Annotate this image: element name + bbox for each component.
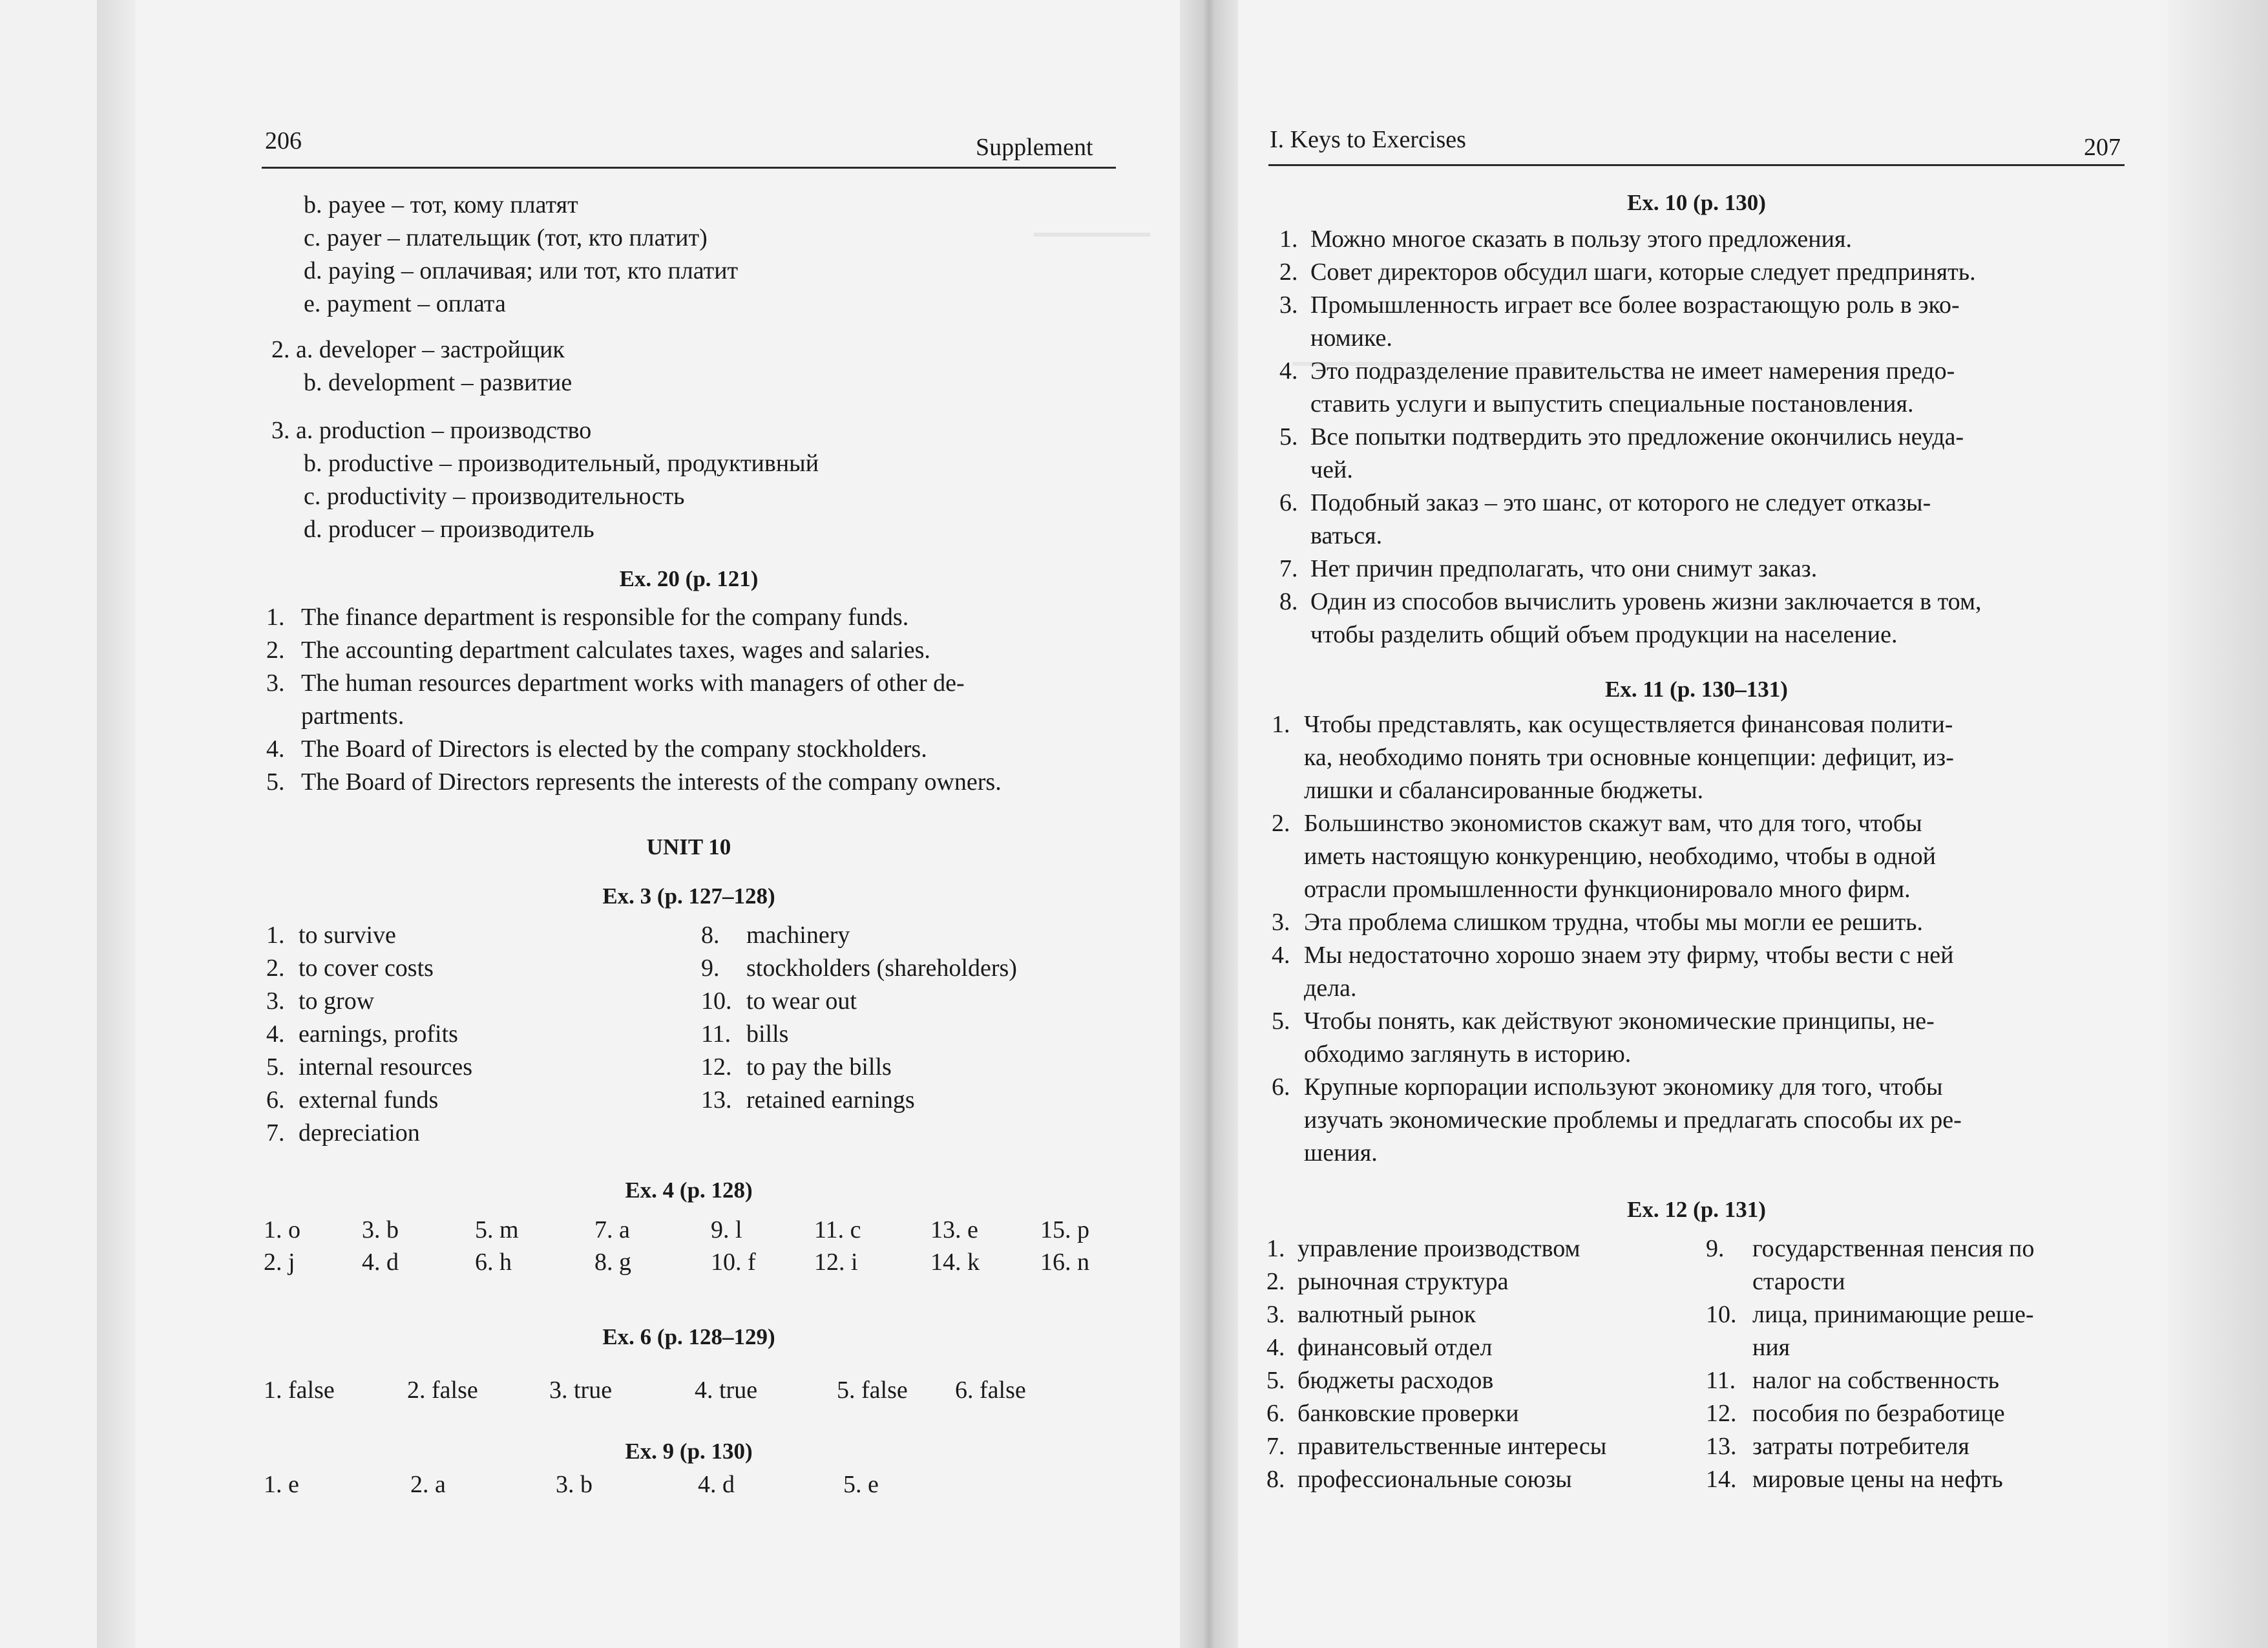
right-header-rule — [1268, 164, 2125, 166]
ex4-answer: 5. m — [475, 1216, 519, 1243]
ex3-item-number: 7. — [266, 1119, 285, 1146]
ex12-item-text: мировые цены на нефть — [1752, 1466, 2003, 1493]
page-edge-right — [2168, 0, 2268, 1648]
ex3-item-number: 6. — [266, 1086, 285, 1114]
ex11-item-text: Чтобы представлять, как осуществляется финансовая полити- — [1304, 711, 1953, 738]
book-gutter — [1180, 0, 1238, 1648]
ex20-item-number: 2. — [266, 637, 285, 664]
ex4-answer: 7. a — [594, 1216, 630, 1243]
ex10-item-text: чей. — [1310, 456, 1353, 483]
ex10-item-number: 3. — [1279, 291, 1298, 319]
ex20-item-text: The finance department is responsible for the company funds. — [301, 604, 909, 631]
ex12-item-text: старости — [1752, 1268, 1845, 1295]
ex10-item-number: 2. — [1279, 259, 1298, 286]
ex9-answer: 3. b — [556, 1471, 593, 1498]
ex11-item-text: лишки и сбалансированные бюджеты. — [1304, 777, 1704, 804]
unit-title: UNIT 10 — [646, 834, 731, 860]
ex10-item-text: Подобный заказ – это шанс, от которого не следует отказы- — [1310, 489, 1931, 516]
left-header-rule — [262, 167, 1116, 169]
ex11-item-number: 2. — [1272, 810, 1290, 837]
ex12-item-text: бюджеты расходов — [1297, 1367, 1494, 1394]
ex12-item-number: 1. — [1266, 1235, 1285, 1262]
ex6-answer: 2. false — [407, 1377, 478, 1404]
ex10-item-number: 5. — [1279, 423, 1298, 450]
line-development: b. development – развитие — [304, 369, 572, 396]
ex3-item-text: to survive — [299, 922, 396, 949]
ex10-item-number: 8. — [1279, 588, 1298, 615]
ex12-item-text: рыночная структура — [1297, 1268, 1509, 1295]
ex10-item-text: ваться. — [1310, 522, 1383, 549]
ex20-item-text: The Board of Directors represents the interests of the company owners. — [301, 768, 1002, 796]
ex12-item-number: 5. — [1266, 1367, 1285, 1394]
ex20-item-text: The Board of Directors is elected by the company stockholders. — [301, 735, 927, 763]
ex11-item-number: 3. — [1272, 909, 1290, 936]
ex3-item-number: 5. — [266, 1053, 285, 1081]
ex3-item-number: 8. — [701, 922, 720, 949]
ex4-answer: 10. f — [711, 1249, 756, 1276]
ex12-item-number: 9. — [1706, 1235, 1725, 1262]
ex11-item-text: Большинство экономистов скажут вам, что для того, чтобы — [1304, 810, 1922, 837]
ex12-item-text: валютный рынок — [1297, 1301, 1476, 1328]
ex12-item-text: финансовый отдел — [1297, 1334, 1493, 1361]
ex4-answer: 6. h — [475, 1249, 512, 1276]
ex12-item-text: правительственные интересы — [1297, 1433, 1607, 1460]
ex4-answer: 13. e — [930, 1216, 978, 1243]
ex6-answer: 5. false — [837, 1377, 908, 1404]
ex3-item-number: 11. — [701, 1020, 731, 1048]
left-running-head: Supplement — [976, 134, 1093, 161]
ex20-item-text: The human resources department works with managers of other de- — [301, 670, 965, 697]
ex3-item-number: 2. — [266, 955, 285, 982]
ex11-heading: Ex. 11 (p. 130–131) — [1605, 677, 1788, 702]
bleed-through-mark — [1034, 233, 1150, 237]
ex9-answer: 1. e — [264, 1471, 299, 1498]
ex3-item-text: stockholders (shareholders) — [746, 955, 1017, 982]
ex4-answer: 3. b — [362, 1216, 399, 1243]
ex4-answer: 9. l — [711, 1216, 742, 1243]
ex10-item-number: 4. — [1279, 357, 1298, 385]
ex11-item-number: 4. — [1272, 942, 1290, 969]
ex12-item-text: пособия по безработице — [1752, 1400, 2005, 1427]
ex12-item-number: 13. — [1706, 1433, 1737, 1460]
ex12-item-text: профессиональные союзы — [1297, 1466, 1572, 1493]
ex12-item-number: 8. — [1266, 1466, 1285, 1493]
ex11-item-text: Чтобы понять, как действуют экономические принципы, не- — [1304, 1008, 1935, 1035]
line-productive: b. productive – производительный, продуктивный — [304, 450, 819, 477]
ex20-item-number: 1. — [266, 604, 285, 631]
ex12-item-number: 6. — [1266, 1400, 1285, 1427]
ex20-heading: Ex. 20 (p. 121) — [619, 566, 759, 591]
ex3-item-number: 3. — [266, 988, 285, 1015]
ex11-item-text: ка, необходимо понять три основные концепции: дефицит, из- — [1304, 744, 1954, 771]
ex11-item-text: дела. — [1304, 975, 1357, 1002]
ex12-item-number: 7. — [1266, 1433, 1285, 1460]
ex10-item-number: 1. — [1279, 226, 1298, 253]
ex6-answer: 3. true — [549, 1377, 613, 1404]
ex20-item-text: partments. — [301, 703, 404, 730]
ex3-item-text: to pay the bills — [746, 1053, 892, 1081]
ex6-answer: 4. true — [695, 1377, 758, 1404]
ex3-item-number: 10. — [701, 988, 732, 1015]
ex12-item-number: 2. — [1266, 1268, 1285, 1295]
ex9-answer: 5. e — [843, 1471, 879, 1498]
ex20-item-number: 4. — [266, 735, 285, 763]
line-paying: d. paying – оплачивая; или тот, кто платит — [304, 257, 739, 284]
ex3-item-text: bills — [746, 1020, 789, 1048]
ex9-answer: 4. d — [698, 1471, 735, 1498]
line-producer: d. producer – производитель — [304, 516, 594, 543]
ex4-answer: 2. j — [264, 1249, 295, 1276]
line-developer: 2. a. developer – застройщик — [271, 336, 565, 363]
ex11-item-text: Мы недостаточно хорошо знаем эту фирму, чтобы вести с ней — [1304, 942, 1954, 969]
ex12-item-text: государственная пенсия по — [1752, 1235, 2035, 1262]
ex10-item-number: 6. — [1279, 489, 1298, 516]
line-payer: c. payer – плательщик (тот, кто платит) — [304, 224, 708, 251]
ex4-answer: 11. c — [814, 1216, 861, 1243]
ex11-item-text: изучать экономические проблемы и предлагать способы их ре- — [1304, 1106, 1962, 1134]
ex11-item-number: 5. — [1272, 1008, 1290, 1035]
ex10-item-text: номике. — [1310, 324, 1392, 352]
ex10-item-text: Это подразделение правительства не имеет намерения предо- — [1310, 357, 1955, 385]
ex4-answer: 14. k — [930, 1249, 980, 1276]
left-page-number: 206 — [265, 127, 302, 154]
ex3-item-number: 12. — [701, 1053, 732, 1081]
ex11-item-text: обходимо заглянуть в историю. — [1304, 1041, 1632, 1068]
ex3-item-number: 1. — [266, 922, 285, 949]
ex12-item-text: лица, принимающие реше- — [1752, 1301, 2034, 1328]
ex4-answer: 15. p — [1040, 1216, 1089, 1243]
ex3-item-text: retained earnings — [746, 1086, 915, 1114]
ex20-item-number: 3. — [266, 670, 285, 697]
ex12-item-text: управление производством — [1297, 1235, 1580, 1262]
ex3-item-number: 13. — [701, 1086, 732, 1114]
ex11-item-number: 6. — [1272, 1073, 1290, 1101]
ex9-heading: Ex. 9 (p. 130) — [625, 1439, 753, 1464]
line-production: 3. a. production – производство — [271, 417, 592, 444]
ex12-item-number: 14. — [1706, 1466, 1737, 1493]
ex11-item-text: шения. — [1304, 1139, 1378, 1167]
ex12-item-text: затраты потребителя — [1752, 1433, 1969, 1460]
ex12-item-text: ния — [1752, 1334, 1790, 1361]
ex3-item-text: external funds — [299, 1086, 439, 1114]
ex10-item-text: Нет причин предполагать, что они снимут заказ. — [1310, 555, 1818, 582]
line-payment: e. payment – оплата — [304, 290, 506, 317]
ex3-item-text: earnings, profits — [299, 1020, 458, 1048]
ex12-item-number: 4. — [1266, 1334, 1285, 1361]
ex12-item-text: налог на собственность — [1752, 1367, 1999, 1394]
ex10-item-text: Все попытки подтвердить это предложение окончились неуда- — [1310, 423, 1964, 450]
ex10-item-text: Один из способов вычислить уровень жизни заключается в том, — [1310, 588, 1982, 615]
ex12-item-number: 3. — [1266, 1301, 1285, 1328]
ex3-item-number: 4. — [266, 1020, 285, 1048]
ex11-item-number: 1. — [1272, 711, 1290, 738]
ex12-heading: Ex. 12 (p. 131) — [1627, 1197, 1766, 1222]
ex10-item-text: Можно многое сказать в пользу этого предложения. — [1310, 226, 1852, 253]
right-page-number: 207 — [2084, 134, 2121, 161]
ex3-item-text: internal resources — [299, 1053, 473, 1081]
ex4-answer: 12. i — [814, 1249, 858, 1276]
ex11-item-text: иметь настоящую конкуренцию, необходимо, чтобы в одной — [1304, 843, 1937, 870]
ex3-item-text: depreciation — [299, 1119, 420, 1146]
ex6-heading: Ex. 6 (p. 128–129) — [602, 1324, 775, 1349]
line-productivity: c. productivity – производительность — [304, 483, 685, 510]
ex3-item-text: machinery — [746, 922, 850, 949]
ex20-item-text: The accounting department calculates taxes, wages and salaries. — [301, 637, 930, 664]
ex9-answer: 2. a — [410, 1471, 446, 1498]
ex10-heading: Ex. 10 (p. 130) — [1627, 190, 1766, 215]
ex20-item-number: 5. — [266, 768, 285, 796]
ex3-item-text: to wear out — [746, 988, 857, 1015]
ex4-answer: 1. o — [264, 1216, 300, 1243]
ex4-answer: 16. n — [1040, 1249, 1089, 1276]
ex10-item-text: чтобы разделить общий объем продукции на население. — [1310, 621, 1898, 648]
ex4-heading: Ex. 4 (p. 128) — [625, 1178, 753, 1203]
ex12-item-number: 12. — [1706, 1400, 1737, 1427]
ex6-answer: 1. false — [264, 1377, 335, 1404]
ex12-item-number: 11. — [1706, 1367, 1736, 1394]
ex11-item-text: Крупные корпорации используют экономику для того, чтобы — [1304, 1073, 1943, 1101]
ex11-item-text: отрасли промышленности функционировало много фирм. — [1304, 876, 1911, 903]
ex6-answer: 6. false — [955, 1377, 1026, 1404]
ex12-item-number: 10. — [1706, 1301, 1737, 1328]
ex11-item-text: Эта проблема слишком трудна, чтобы мы могли ее решить. — [1304, 909, 1924, 936]
line-payee: b. payee – тот, кому платят — [304, 191, 578, 218]
right-running-head: I. Keys to Exercises — [1270, 126, 1466, 153]
ex10-item-text: ставить услуги и выпустить специальные постановления. — [1310, 390, 1914, 417]
ex10-item-number: 7. — [1279, 555, 1298, 582]
ex4-answer: 8. g — [594, 1249, 631, 1276]
ex3-item-text: to grow — [299, 988, 375, 1015]
ex4-answer: 4. d — [362, 1249, 399, 1276]
ex12-item-text: банковские проверки — [1297, 1400, 1519, 1427]
ex3-heading: Ex. 3 (p. 127–128) — [602, 883, 775, 909]
ex3-item-text: to cover costs — [299, 955, 434, 982]
ex10-item-text: Промышленность играет все более возрастающую роль в эко- — [1310, 291, 1960, 319]
ex3-item-number: 9. — [701, 955, 720, 982]
ex10-item-text: Совет директоров обсудил шаги, которые следует предпринять. — [1310, 259, 1976, 286]
